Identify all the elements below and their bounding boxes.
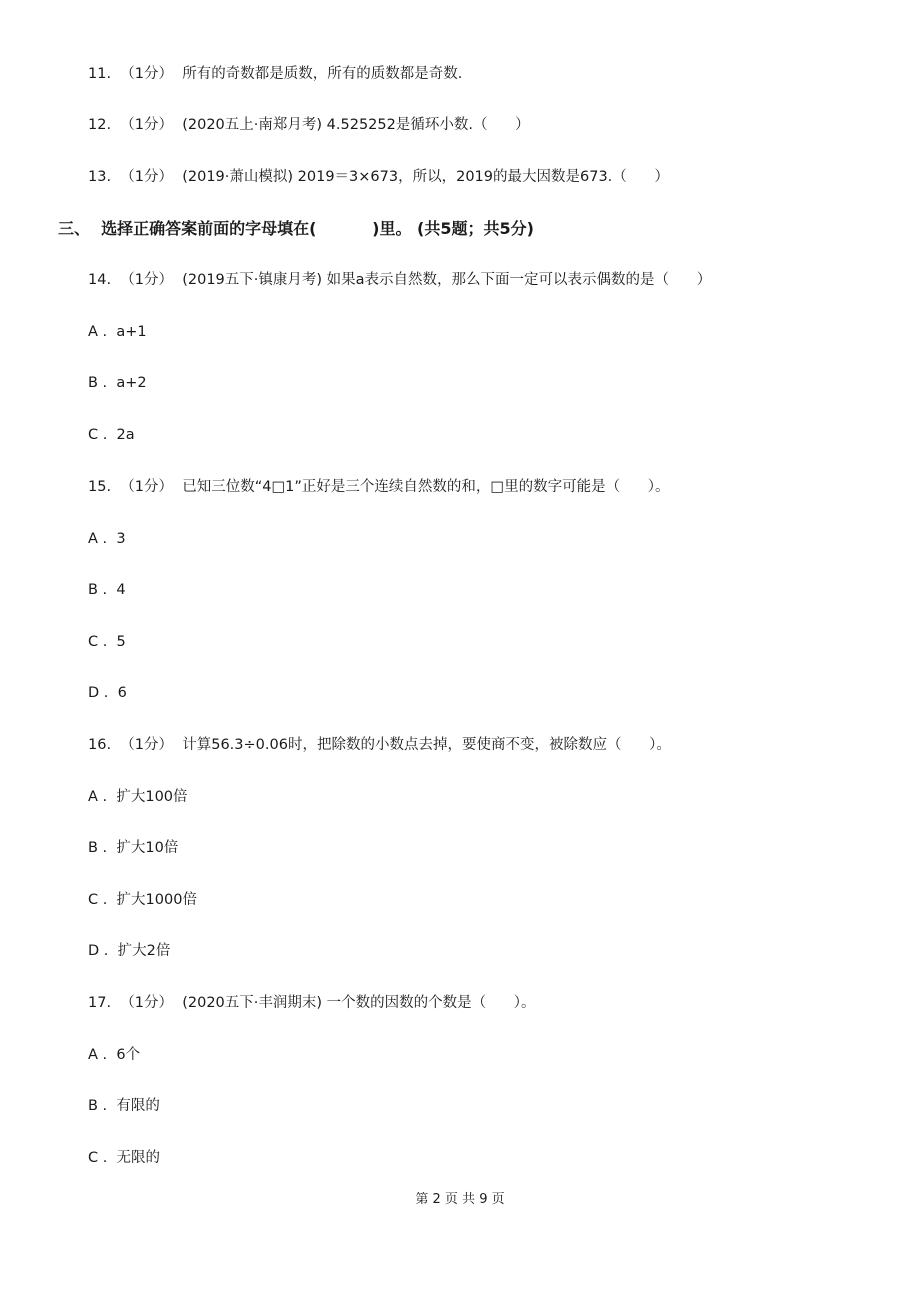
question-17-option-b[interactable]: B . 有限的	[88, 1098, 160, 1114]
question-14-option-c[interactable]: C . 2a	[88, 427, 135, 443]
question-14-stem: 14. （1分） (2019五下·镇康月考) 如果a表示自然数，那么下面一定可以表示偶数的是（ ）	[88, 272, 712, 288]
question-15-option-c[interactable]: C . 5	[88, 634, 126, 650]
question-17-stem: 17. （1分） (2020五下·丰润期末) 一个数的因数的个数是（ ）。	[88, 995, 536, 1011]
question-15-option-b[interactable]: B . 4	[88, 582, 126, 598]
page-footer: 第 2 页 共 9 页	[415, 1192, 505, 1207]
question-15-option-d[interactable]: D . 6	[88, 685, 127, 701]
question-14-option-a[interactable]: A . a+1	[88, 324, 147, 340]
question-16-option-d[interactable]: D . 扩大2倍	[88, 943, 171, 959]
question-16-stem: 16. （1分） 计算56.3÷0.06时，把除数的小数点去掉，要使商不变，被除数应（ ）。	[88, 737, 671, 753]
question-16-option-a[interactable]: A . 扩大100倍	[88, 789, 188, 805]
question-16-option-c[interactable]: C . 扩大1000倍	[88, 892, 197, 908]
question-15-option-a[interactable]: A . 3	[88, 531, 126, 547]
question-14-option-b[interactable]: B . a+2	[88, 375, 147, 391]
question-11: 11. （1分） 所有的奇数都是质数，所有的质数都是奇数.	[88, 66, 463, 82]
question-13: 13. （1分） (2019·萧山模拟) 2019＝3×673，所以，2019的最大因数是673.（ ）	[88, 169, 669, 185]
section-heading: 三、 选择正确答案前面的字母填在( )里。 (共5题；共5分)	[58, 219, 534, 238]
question-12: 12. （1分） (2020五上·南郑月考) 4.525252是循环小数.（ ）	[88, 117, 530, 133]
question-15-stem: 15. （1分） 已知三位数“4□1”正好是三个连续自然数的和，□里的数字可能是（ ）。	[88, 479, 670, 495]
question-17-option-a[interactable]: A . 6个	[88, 1047, 141, 1063]
question-17-option-c[interactable]: C . 无限的	[88, 1150, 161, 1166]
question-16-option-b[interactable]: B . 扩大10倍	[88, 840, 179, 856]
